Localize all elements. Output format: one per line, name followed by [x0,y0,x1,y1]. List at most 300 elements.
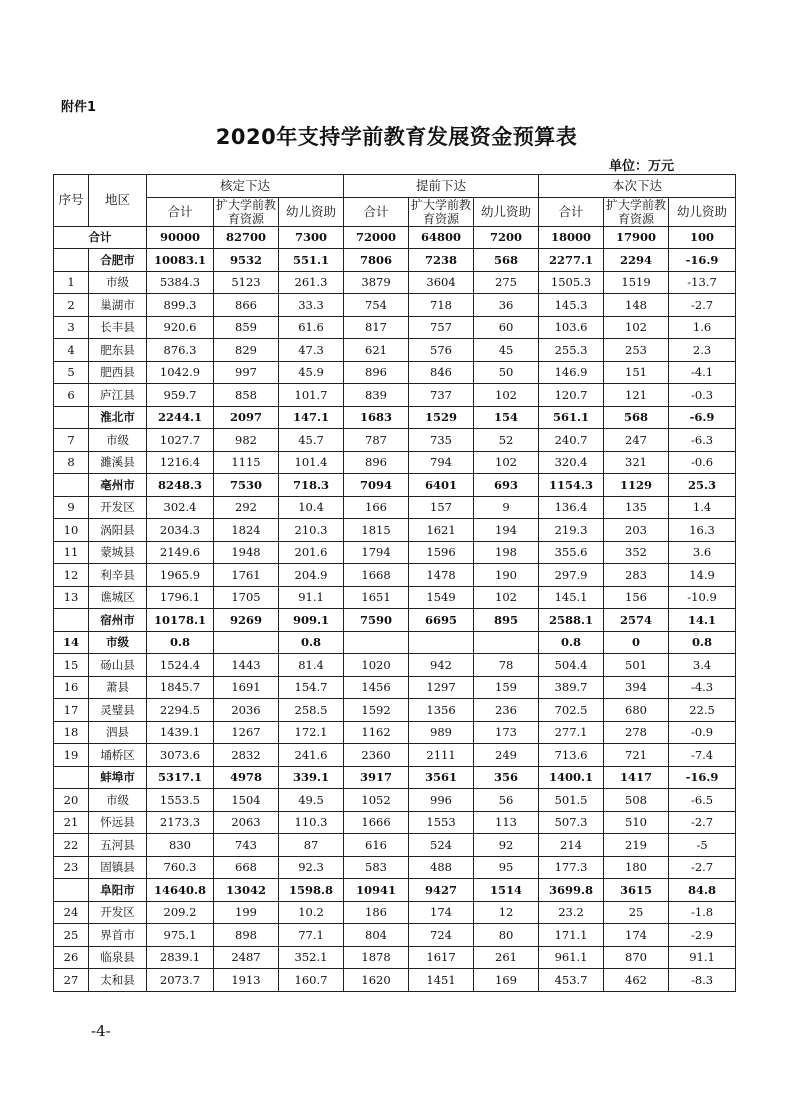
value-cell: 102 [604,316,669,339]
row-region: 蒙城县 [89,541,147,564]
row-region: 固镇县 [89,856,147,879]
value-cell: 1668 [344,564,409,587]
value-cell: 25 [604,901,669,924]
value-cell: 394 [604,676,669,699]
row-seq: 3 [54,316,89,339]
table-row [54,564,736,587]
row-seq: 10 [54,519,89,542]
value-cell: 1621 [409,519,474,542]
value-cell: 339.1 [279,766,344,789]
value-cell: 201.6 [279,541,344,564]
value-cell: 1400.1 [539,766,604,789]
value-cell: 6695 [409,609,474,632]
value-cell: 6401 [409,474,474,497]
value-cell: 2111 [409,744,474,767]
table-row [54,361,736,384]
value-cell: 1592 [344,699,409,722]
value-cell: 356 [474,766,539,789]
value-cell: 2036 [214,699,279,722]
value-cell: -6.3 [669,429,736,452]
value-cell: 64800 [409,226,474,249]
value-cell: 859 [214,316,279,339]
value-cell: 121 [604,384,669,407]
value-cell: -1.8 [669,901,736,924]
value-cell: 1456 [344,676,409,699]
value-cell: 60 [474,316,539,339]
value-cell: 3615 [604,879,669,902]
value-cell: 389.7 [539,676,604,699]
value-cell: 214 [539,834,604,857]
value-cell: 1514 [474,879,539,902]
value-cell: -2.7 [669,294,736,317]
value-cell [214,631,279,654]
value-cell: 1796.1 [147,586,214,609]
value-cell: 899.3 [147,294,214,317]
header-group-advance: 提前下达 [344,175,539,198]
row-seq: 4 [54,339,89,362]
value-cell: 1115 [214,451,279,474]
row-region: 肥西县 [89,361,147,384]
value-cell: 2073.7 [147,969,214,992]
value-cell: 718.3 [279,474,344,497]
value-cell: 33.3 [279,294,344,317]
value-cell: 760.3 [147,856,214,879]
value-cell: 817 [344,316,409,339]
value-cell: 10083.1 [147,249,214,272]
value-cell: 2244.1 [147,406,214,429]
value-cell: 616 [344,834,409,857]
value-cell: 724 [409,924,474,947]
value-cell: 45.7 [279,429,344,452]
value-cell: -6.9 [669,406,736,429]
value-cell: 1598.8 [279,879,344,902]
value-cell: 721 [604,744,669,767]
row-seq [54,609,89,632]
value-cell: 9532 [214,249,279,272]
value-cell: 680 [604,699,669,722]
value-cell: 145.1 [539,586,604,609]
value-cell: -2.9 [669,924,736,947]
table-row [54,766,736,789]
value-cell: 283 [604,564,669,587]
value-cell: 210.3 [279,519,344,542]
row-region: 市级 [89,429,147,452]
row-seq [54,766,89,789]
table-row [54,609,736,632]
value-cell: 258.5 [279,699,344,722]
value-cell: 9427 [409,879,474,902]
table-row [54,879,736,902]
value-cell: 275 [474,271,539,294]
value-cell: 14640.8 [147,879,214,902]
row-seq: 9 [54,496,89,519]
value-cell: 110.3 [279,811,344,834]
value-cell: 148 [604,294,669,317]
value-cell: 1267 [214,721,279,744]
value-cell: -4.3 [669,676,736,699]
value-cell: 82700 [214,226,279,249]
header-seq: 序号 [54,175,89,227]
value-cell: 0.8 [669,631,736,654]
value-cell: 804 [344,924,409,947]
table-row [54,721,736,744]
value-cell: 2149.6 [147,541,214,564]
value-cell [344,631,409,654]
value-cell: 1683 [344,406,409,429]
value-cell: 743 [214,834,279,857]
value-cell: 504.4 [539,654,604,677]
row-seq: 13 [54,586,89,609]
value-cell: 2294.5 [147,699,214,722]
table-row [54,856,736,879]
value-cell: 25.3 [669,474,736,497]
value-cell: 2097 [214,406,279,429]
value-cell: 2173.3 [147,811,214,834]
header-sub-total: 合计 [344,197,409,226]
value-cell: 61.6 [279,316,344,339]
page-number: -4- [91,1022,111,1040]
row-region: 太和县 [89,969,147,992]
value-cell: 77.1 [279,924,344,947]
row-region: 谯城区 [89,586,147,609]
value-cell: 583 [344,856,409,879]
attachment-label: 附件1 [61,100,97,115]
value-cell: 1154.3 [539,474,604,497]
value-cell: 8248.3 [147,474,214,497]
header-sub-total: 合计 [147,197,214,226]
value-cell: -0.6 [669,451,736,474]
value-cell: 920.6 [147,316,214,339]
value-cell: 320.4 [539,451,604,474]
table-row [54,834,736,857]
table-row [54,339,736,362]
value-cell: 2294 [604,249,669,272]
value-cell: 1761 [214,564,279,587]
value-cell: 702.5 [539,699,604,722]
value-cell: 154 [474,406,539,429]
header-sub-expand: 扩大学前教育资源 [604,197,669,226]
value-cell: 80 [474,924,539,947]
table-row [54,406,736,429]
value-cell: 7806 [344,249,409,272]
value-cell: 45.9 [279,361,344,384]
value-cell: 2360 [344,744,409,767]
value-cell: 136.4 [539,496,604,519]
value-cell: 2063 [214,811,279,834]
value-cell: 898 [214,924,279,947]
header-sub-aid: 幼儿资助 [279,197,344,226]
value-cell: 4978 [214,766,279,789]
value-cell: 14.9 [669,564,736,587]
table-row [54,429,736,452]
value-cell: 896 [344,451,409,474]
value-cell: 961.1 [539,946,604,969]
value-cell: 507.3 [539,811,604,834]
value-cell: 10178.1 [147,609,214,632]
budget-table [53,174,736,992]
value-cell: 204.9 [279,564,344,587]
value-cell: 737 [409,384,474,407]
value-cell: 47.3 [279,339,344,362]
row-region: 庐江县 [89,384,147,407]
row-region: 怀远县 [89,811,147,834]
value-cell: 1.6 [669,316,736,339]
value-cell: -8.3 [669,969,736,992]
value-cell: 1027.7 [147,429,214,452]
value-cell: -13.7 [669,271,736,294]
value-cell: 261 [474,946,539,969]
value-cell: 975.1 [147,924,214,947]
table-row [54,294,736,317]
value-cell: 91.1 [669,946,736,969]
value-cell: 1617 [409,946,474,969]
value-cell: 1129 [604,474,669,497]
row-region: 利辛县 [89,564,147,587]
value-cell [409,631,474,654]
value-cell: 3604 [409,271,474,294]
value-cell: 219 [604,834,669,857]
value-cell: 171.1 [539,924,604,947]
row-region: 界首市 [89,924,147,947]
value-cell: 151 [604,361,669,384]
value-cell: 501.5 [539,789,604,812]
value-cell: 757 [409,316,474,339]
value-cell: 942 [409,654,474,677]
table-row [54,789,736,812]
value-cell: 5123 [214,271,279,294]
value-cell: 1845.7 [147,676,214,699]
row-region: 淮北市 [89,406,147,429]
value-cell: 3699.8 [539,879,604,902]
row-region: 灵璧县 [89,699,147,722]
value-cell: 0.8 [147,631,214,654]
row-region: 市级 [89,631,147,654]
row-region: 萧县 [89,676,147,699]
unit-label: 单位：万元 [609,159,675,174]
row-seq: 19 [54,744,89,767]
value-cell: 92 [474,834,539,857]
value-cell: 45 [474,339,539,362]
value-cell: 2487 [214,946,279,969]
value-cell: 13042 [214,879,279,902]
value-cell: 982 [214,429,279,452]
row-seq: 6 [54,384,89,407]
table-row [54,249,736,272]
row-seq: 15 [54,654,89,677]
value-cell: 177.3 [539,856,604,879]
value-cell: 693 [474,474,539,497]
row-region: 亳州市 [89,474,147,497]
header-sub-total: 合计 [539,197,604,226]
value-cell: 147.1 [279,406,344,429]
value-cell: 12 [474,901,539,924]
header-group-current: 本次下达 [539,175,736,198]
page-title: 2020年支持学前教育发展资金预算表 [215,125,578,149]
value-cell: 2574 [604,609,669,632]
value-cell: -16.9 [669,249,736,272]
table-row [54,699,736,722]
value-cell: 14.1 [669,609,736,632]
value-cell: 72000 [344,226,409,249]
value-cell [474,631,539,654]
value-cell: 1297 [409,676,474,699]
value-cell: -7.4 [669,744,736,767]
table-row [54,586,736,609]
value-cell: 90000 [147,226,214,249]
value-cell: 9 [474,496,539,519]
value-cell: 172.1 [279,721,344,744]
value-cell: 10941 [344,879,409,902]
value-cell: 102 [474,451,539,474]
value-cell: 2588.1 [539,609,604,632]
value-cell: 7530 [214,474,279,497]
header-sub-aid: 幼儿资助 [474,197,539,226]
value-cell: 896 [344,361,409,384]
value-cell: 1504 [214,789,279,812]
value-cell: 50 [474,361,539,384]
value-cell: 462 [604,969,669,992]
value-cell: 2034.3 [147,519,214,542]
row-region: 涡阳县 [89,519,147,542]
value-cell: 297.9 [539,564,604,587]
value-cell: 190 [474,564,539,587]
value-cell: 81.4 [279,654,344,677]
value-cell: 173 [474,721,539,744]
value-cell: 236 [474,699,539,722]
value-cell: 145.3 [539,294,604,317]
value-cell: 135 [604,496,669,519]
row-region: 巢湖市 [89,294,147,317]
value-cell: 1020 [344,654,409,677]
value-cell: 100 [669,226,736,249]
row-seq: 25 [54,924,89,947]
table-body [54,226,736,991]
row-seq [54,474,89,497]
value-cell: 174 [604,924,669,947]
value-cell: 9269 [214,609,279,632]
value-cell: 1965.9 [147,564,214,587]
value-cell: 1596 [409,541,474,564]
table-row [54,474,736,497]
row-seq: 2 [54,294,89,317]
value-cell: 1356 [409,699,474,722]
value-cell: 909.1 [279,609,344,632]
value-cell: 508 [604,789,669,812]
row-seq: 17 [54,699,89,722]
value-cell: 352.1 [279,946,344,969]
value-cell: 1553.5 [147,789,214,812]
value-cell: 241.6 [279,744,344,767]
table-row [54,654,736,677]
value-cell: 1042.9 [147,361,214,384]
table-row [54,271,736,294]
value-cell: 1815 [344,519,409,542]
value-cell: 551.1 [279,249,344,272]
value-cell: 1162 [344,721,409,744]
value-cell: 1439.1 [147,721,214,744]
header-group-approved: 核定下达 [147,175,344,198]
value-cell: 1666 [344,811,409,834]
value-cell: 1524.4 [147,654,214,677]
value-cell: 870 [604,946,669,969]
value-cell: 2.3 [669,339,736,362]
row-seq: 21 [54,811,89,834]
value-cell: 3073.6 [147,744,214,767]
value-cell: 1052 [344,789,409,812]
value-cell: 959.7 [147,384,214,407]
value-cell: 830 [147,834,214,857]
value-cell: 156 [604,586,669,609]
value-cell: -0.3 [669,384,736,407]
value-cell: -0.9 [669,721,736,744]
value-cell: 255.3 [539,339,604,362]
value-cell: 321 [604,451,669,474]
row-region: 泗县 [89,721,147,744]
value-cell: 787 [344,429,409,452]
row-seq: 22 [54,834,89,857]
value-cell: 1620 [344,969,409,992]
value-cell: 1443 [214,654,279,677]
value-cell: -2.7 [669,856,736,879]
value-cell: 989 [409,721,474,744]
value-cell: 1651 [344,586,409,609]
row-region: 阜阳市 [89,879,147,902]
value-cell: 568 [474,249,539,272]
value-cell: 174 [409,901,474,924]
value-cell: 1824 [214,519,279,542]
value-cell: 713.6 [539,744,604,767]
table-row [54,946,736,969]
row-region: 蚌埠市 [89,766,147,789]
value-cell: 49.5 [279,789,344,812]
value-cell: 2839.1 [147,946,214,969]
header-sub-aid: 幼儿资助 [669,197,736,226]
value-cell: 113 [474,811,539,834]
value-cell: 7200 [474,226,539,249]
value-cell: 1948 [214,541,279,564]
value-cell: 302.4 [147,496,214,519]
row-region: 埇桥区 [89,744,147,767]
value-cell: 1705 [214,586,279,609]
value-cell: 794 [409,451,474,474]
value-cell: 198 [474,541,539,564]
table-row [54,811,736,834]
header-region: 地区 [89,175,147,227]
value-cell: 92.3 [279,856,344,879]
table-row [54,924,736,947]
value-cell: 261.3 [279,271,344,294]
value-cell: 219.3 [539,519,604,542]
value-cell: 829 [214,339,279,362]
value-cell: 203 [604,519,669,542]
value-cell: 1529 [409,406,474,429]
value-cell: -2.7 [669,811,736,834]
value-cell: 839 [344,384,409,407]
value-cell: 120.7 [539,384,604,407]
row-seq: 1 [54,271,89,294]
row-seq [54,406,89,429]
value-cell: 157 [409,496,474,519]
value-cell: 1417 [604,766,669,789]
value-cell: 1451 [409,969,474,992]
value-cell: -4.1 [669,361,736,384]
value-cell: 1549 [409,586,474,609]
row-seq: 14 [54,631,89,654]
value-cell: 3.4 [669,654,736,677]
value-cell: 1519 [604,271,669,294]
value-cell: 1553 [409,811,474,834]
value-cell: 56 [474,789,539,812]
